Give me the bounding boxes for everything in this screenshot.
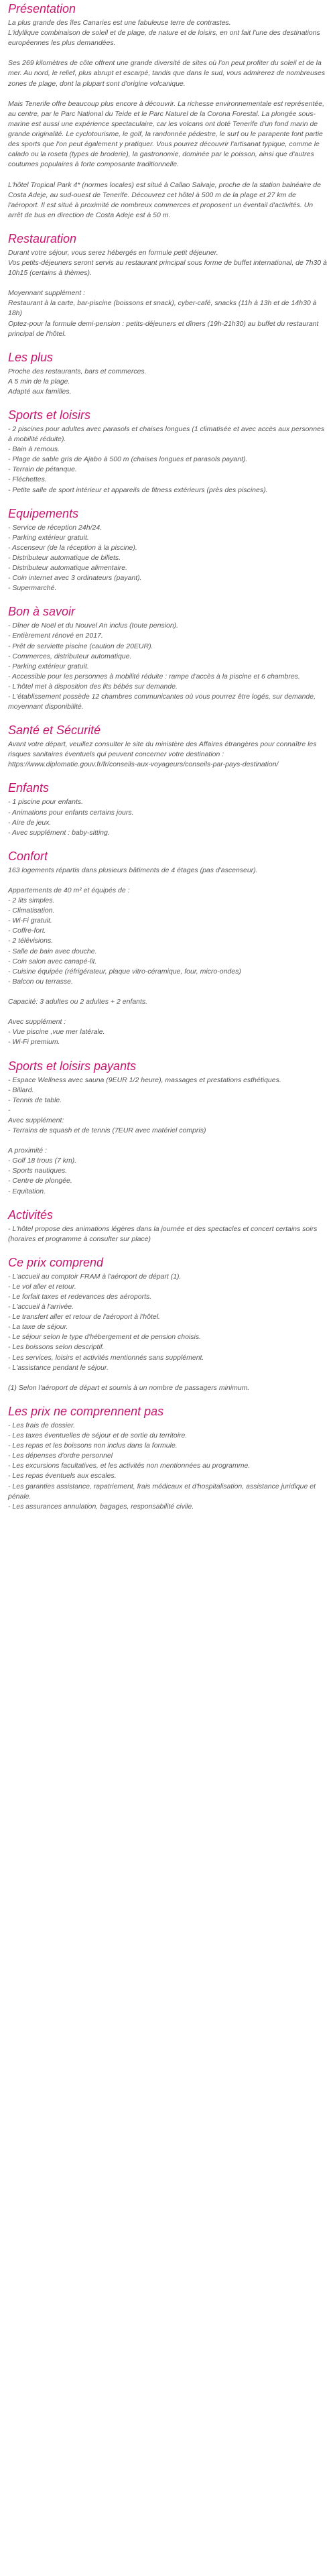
section-title: Sports et loisirs payants <box>8 1059 137 1073</box>
section-text: Proche des restaurants, bars et commerces. A 5 min de la plage. Adapté aux familles. <box>8 367 147 396</box>
section-text: La plus grande des îles Canaries est une fabuleuse terre de contrastes. L'idyllique combinaison de soleil et de plage, de nature et de loisirs, en ont fait l'une des destinations européennes les plus demandées. Ses 269 kilomètres de côte offrent une grande diversité de sites où l'on peut profiter du soleil et de la mer. Au nord, le relief, plus abrupt et escarpé, tandis que dans le sud, vous admirerez de nombreuses zones de plage, dont la plupart sont d'origine volcanique. Mais Tenerife offre beaucoup plus encore à découvrir. La richesse environnementale est représentée, au centre, par le Parc National du Teide et le Parc Naturel de la Corona Forestal. La plongée sous-marine est aussi une expérience spectaculaire, car les volcans ont doté Tenerife d'un fond marin de grande originalité. Le cyclotourisme, le golf, la randonnée pédestre, le surf ou le parapente font partie des sports que l'on peut également y pratiquer. Vous pourrez découvrir l'artisanat typique, comme le calado ou la roseta (types de broderie), la gastronomie, dominée par le poisson, ainsi que d'autres coutumes populaires à forte composante traditionnelle. L'hôtel Tropical Park 4* (normes locales) est situé à Callao Salvaje, proche de la station balnéaire de Costa Adeje, au sud-ouest de Tenerife. Découvrez cet hôtel à 500 m de la plage et 27 km de l'aéroport. Il est situé à proximité de nombreux commerces et proposent un éventail d'activités. Un arrêt de bus en direction de Costa Adeje est à 50 m. <box>8 19 326 219</box>
section-title: Confort <box>8 849 48 863</box>
section-title: Sports et loisirs <box>8 408 91 422</box>
section-title: Enfants <box>8 781 50 795</box>
section-text: - 2 piscines pour adultes avec parasols et chaises longues (1 climatisée et avec accès aux personnes à mobilité réduite). - Bain à remous. - Plage de sable gris de Ajabo à 500 m (chaises longues et parasols payant). - Terrain de pétanque. - Fléchettes. - Petite salle de sport intérieur et appareils de fitness extérieurs (près des piscines). <box>8 425 325 494</box>
section-text: Durant votre séjour, vous serez hébergés en formule petit déjeuner. Vos petits-déjeuners seront servis au restaurant principal sous forme de buffet international, de 7h30 à 10h15 (certains à thèmes). Moyennant supplément : Restaurant à la carte, bar-piscine (boissons et snack), cyber-café, snacks (11h à 13h et de 14h30 à 18h) Optez-pour la formule demi-pension : petits-déjeuners et dîners (19h-21h30) au buffet du restaurant principal de l'hôtel. <box>8 248 327 338</box>
section-prix-ne-comprend-pas <box>8 1404 327 1512</box>
section-les-plus <box>8 350 327 397</box>
section-bon-a-savoir <box>8 604 327 712</box>
section-text: - Les frais de dossier. - Les taxes éventuelles de séjour et de sortie du territoire. - Les repas et les boissons non inclus dans la formule. - Les dépenses d'ordre personnel - Les excursions facultatives, et les activités non mentionnées au programme. - Les repas éventuels aux escales. - Les garanties assistance, rapatriement, frais médicaux et d'hospitalisation, assistance juridique et pénale. - Les assurances annulation, bagages, responsabilité civile. <box>8 1421 316 1511</box>
section-text: - 1 piscine pour enfants. - Animations pour enfants certains jours. - Aire de jeux. - Avec supplément : baby-sitting. <box>8 798 134 837</box>
section-title: Bon à savoir <box>8 605 76 619</box>
section-title: Les plus <box>8 350 54 364</box>
section-text: - Espace Wellness avec sauna (9EUR 1/2 heure), massages et prestations esthétiques. - Billard. - Tennis de table. - Avec supplément: - Terrains de squash et de tennis (7EUR avec matériel compris) A proximité : - Golf 18 trous (7 km). - Sports nautiques. - Centre de plongée. - Equitation. <box>8 1075 281 1195</box>
section-title: Activités <box>8 1208 54 1222</box>
section-text: Avant votre départ, veuillez consulter le site du ministère des Affaires étrangères pour connaître les risques sanitaires éventuels qui peuvent concerner votre destination : https://www.diplomatie.gouv.fr/fr/conseils-aux-voyageurs/conseils-par-pays-destination/ <box>8 740 317 769</box>
section-text: - Dîner de Noël et du Nouvel An inclus (toute pension). - Entièrement rénové en 2017. - Prêt de serviette piscine (caution de 20EUR). - Commerces, distributeur automatique. - Parking extérieur gratuit. - Accessible pour les personnes à mobilité réduite : rampe d'accès à la piscine et 6 chambres. - L'hôtel met à disposition des lits bébés sur demande. - L'établissement possède 12 chambres communicantes où vous pourrez être logés, sur demande, moyennant disponibilité. <box>8 622 316 711</box>
section-text: - L'accueil au comptoir FRAM à l'aéroport de départ (1). - Le vol aller et retour. - Le forfait taxes et redevances des aéroports. - L'accueil à l'arrivée. - Le transfert aller et retour de l'aéroport à l'hôtel. - La taxe de séjour. - Le séjour selon le type d'hébergement et de pension choisis. - Les boissons selon descriptif. - Les services, loisirs et activités mentionnés sans supplément. - L'assistance pendant le séjour. (1) Selon l'aéroport de départ et soumis à un nombre de passagers minimum. <box>8 1272 250 1392</box>
section-confort <box>8 849 327 1048</box>
section-title: Equipements <box>8 506 79 520</box>
section-equipements <box>8 506 327 594</box>
section-title: Présentation <box>8 2 76 15</box>
section-presentation <box>8 1 327 221</box>
section-sante-securite <box>8 723 327 770</box>
section-title: Restauration <box>8 231 77 245</box>
section-sports-loisirs-payants <box>8 1059 327 1197</box>
section-title: Les prix ne comprennent pas <box>8 1404 164 1418</box>
section-restauration <box>8 231 327 339</box>
section-enfants <box>8 780 327 837</box>
section-activites <box>8 1208 327 1244</box>
section-prix-comprend <box>8 1255 327 1393</box>
section-title: Santé et Sécurité <box>8 723 101 738</box>
section-text: - L'hôtel propose des animations légères dans la journée et des spectacles et concert certains soirs (horaires et programme à consulter sur place) <box>8 1224 318 1243</box>
section-title: Ce prix comprend <box>8 1255 104 1269</box>
section-text: 163 logements répartis dans plusieurs bâtiments de 4 étages (pas d'ascenseur). Appartements de 40 m² et équipés de : - 2 lits simples. - Climatisation. - Wi-Fi gratuit. - Coffre-fort. - 2 télévisions. - Salle de bain avec douche. - Coin salon avec canapé-lit. - Cuisine équipée (réfrigérateur, plaque vitro-céramique, four, micro-ondes) - Balcon ou terrasse. Capacité: 3 adultes ou 2 adultes + 2 enfants. Avec supplément : - Vue piscine ,vue mer latérale. - Wi-Fi premium. <box>8 866 258 1047</box>
section-sports-loisirs <box>8 408 327 495</box>
section-text: - Service de réception 24h/24. - Parking extérieur gratuit. - Ascenseur (de la réception à la piscine). - Distributeur automatique de billets. - Distributeur automatique alimentaire. - Coin internet avec 3 ordinateurs (payant). - Supermarché. <box>8 523 142 593</box>
